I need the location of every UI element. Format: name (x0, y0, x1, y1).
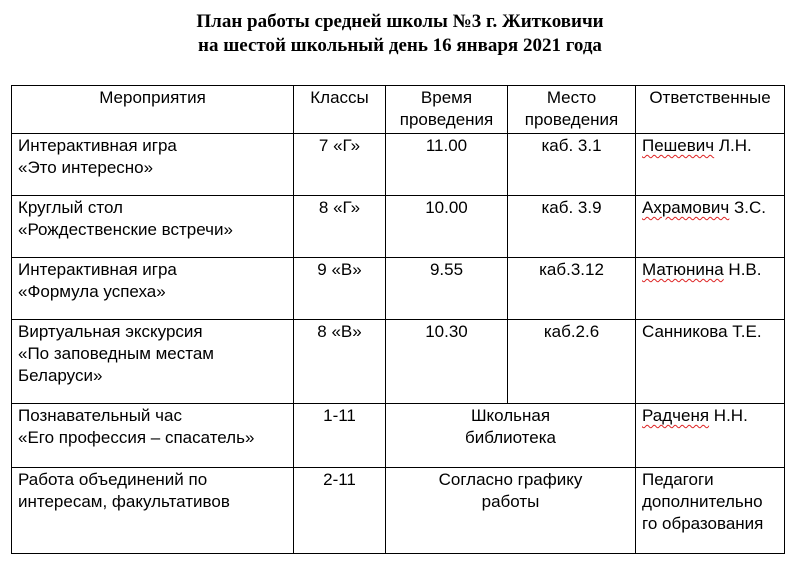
header-classes: Классы (294, 86, 386, 134)
classes-cell: 1-11 (294, 404, 386, 468)
time-place-cell: Согласно графику работы (386, 468, 636, 554)
place-cell: каб.3.12 (508, 258, 636, 320)
document-title-line1: План работы средней школы №3 г. Житковичи (196, 11, 604, 32)
table-header-row (12, 86, 785, 134)
responsible-cell (636, 196, 785, 258)
table-row (12, 196, 785, 258)
time-cell: 10.30 (386, 320, 508, 404)
event-cell: Работа объединений по интересам, факультативов (12, 468, 294, 554)
table-row (12, 404, 785, 468)
responsible-name: Ахрамович (642, 198, 730, 217)
responsible-name: Санникова Т.Е. (642, 322, 762, 341)
place-cell: каб. 3.1 (508, 134, 636, 196)
classes-cell: 8 «Г» (294, 196, 386, 258)
responsible-name: Радченя (642, 406, 710, 425)
responsible-name: Пешевич (642, 136, 715, 155)
table-row (12, 320, 785, 404)
time-cell: 10.00 (386, 196, 508, 258)
classes-cell: 8 «В» (294, 320, 386, 404)
event-cell: Интерактивная игра «Формула успеха» (12, 258, 294, 320)
responsible-initials: З.С. (729, 198, 766, 217)
event-cell: Интерактивная игра «Это интересно» (12, 134, 294, 196)
responsible-cell (636, 404, 785, 468)
table-row (12, 258, 785, 320)
responsible-initials: Н.В. (723, 260, 762, 279)
time-place-cell: Школьная библиотека (386, 404, 636, 468)
classes-cell: 7 «Г» (294, 134, 386, 196)
header-responsible: Ответственные (636, 86, 785, 134)
responsible-cell (636, 320, 785, 404)
event-cell: Виртуальная экскурсия «По заповедным местам Беларуси» (12, 320, 294, 404)
responsible-cell (636, 258, 785, 320)
header-events: Мероприятия (12, 86, 294, 134)
responsible-cell (636, 468, 785, 554)
place-cell: каб. 3.9 (508, 196, 636, 258)
classes-cell: 2-11 (294, 468, 386, 554)
table-row (12, 134, 785, 196)
responsible-cell (636, 134, 785, 196)
place-cell: каб.2.6 (508, 320, 636, 404)
responsible-name: Педагоги дополнительно го образования (642, 470, 764, 533)
time-cell: 9.55 (386, 258, 508, 320)
event-cell: Познавательный час «Его профессия – спасатель» (12, 404, 294, 468)
event-cell: Круглый стол «Рождественские встречи» (12, 196, 294, 258)
header-place: Место проведения (508, 86, 636, 134)
header-time: Время проведения (386, 86, 508, 134)
schedule-table (11, 85, 785, 554)
responsible-name: Матюнина (642, 260, 724, 279)
table-row (12, 468, 785, 554)
responsible-initials: Л.Н. (714, 136, 752, 155)
document-title-line2: на шестой школьный день 16 января 2021 года (198, 35, 602, 56)
responsible-initials: Н.Н. (709, 406, 748, 425)
time-cell: 11.00 (386, 134, 508, 196)
classes-cell: 9 «В» (294, 258, 386, 320)
